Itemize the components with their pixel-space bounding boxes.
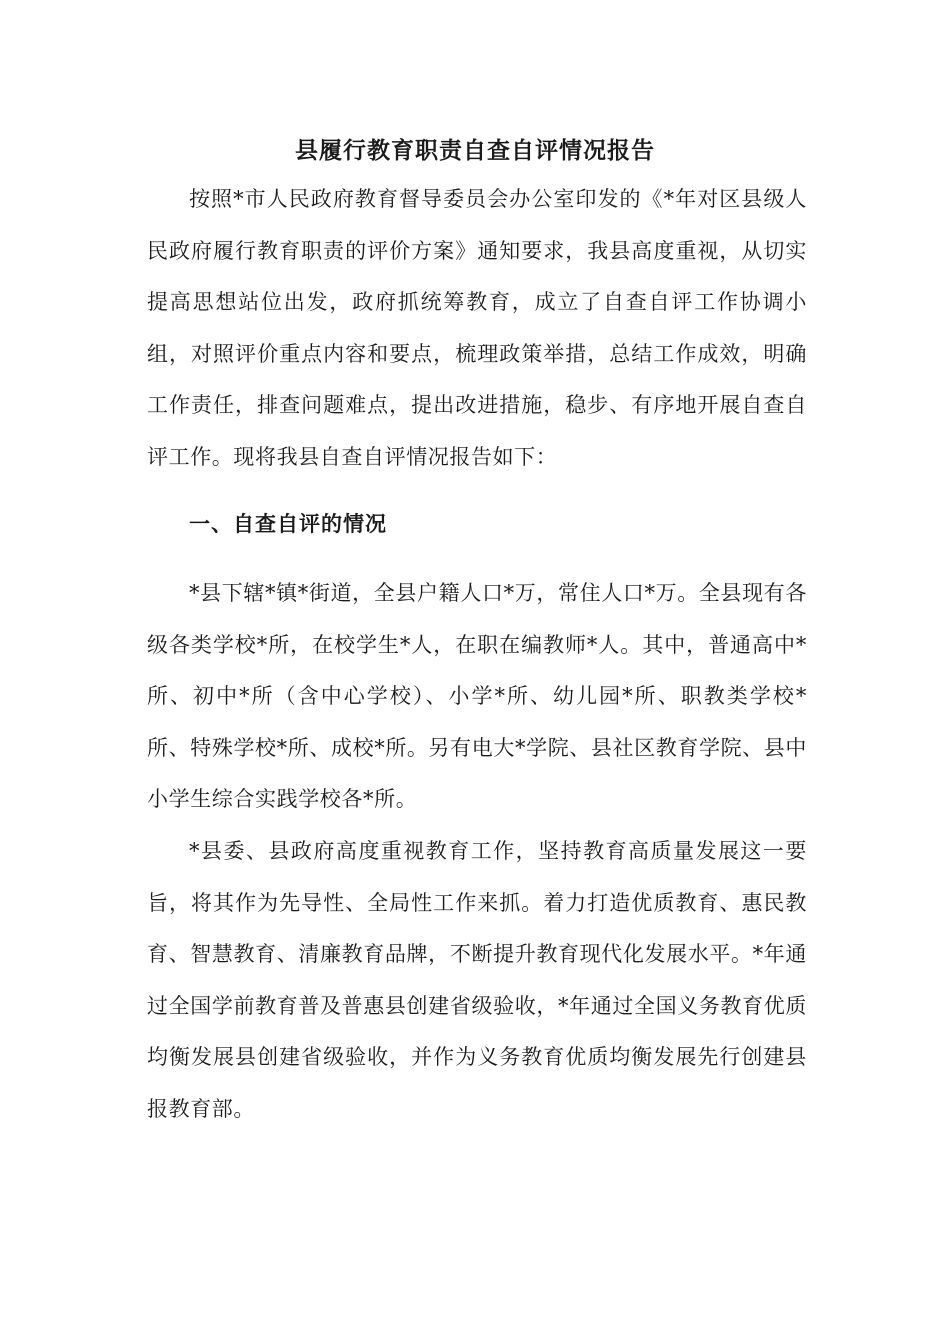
section-heading: 一、自查自评的情况 (189, 512, 387, 536)
section-paragraph-priorities: *县委、县政府高度重视教育工作，坚持教育高质量发展这一要旨，将其作为先导性、全局性工作来抓。着力打造优质教育、惠民教育、智慧教育、清廉教育品牌，不断提升教育现代化发展水平。*年通过全国学前教育普及普惠县创建省级验收，*年通过全国义务教育优质均衡发展县创建省级验收，并作为义务教育优质均衡发展先行创建县报教育部。 (147, 839, 807, 1121)
document-title: 县履行教育职责自查自评情况报告 (295, 138, 655, 164)
section-paragraph-overview: *县下辖*镇*街道，全县户籍人口*万，常住人口*万。全县现有各级各类学校*所，在校学生*人，在职在编教师*人。其中，普通高中*所、初中*所（含中心学校）、小学*所、幼儿园*所、职教类学校*所、特殊学校*所、成校*所。另有电大*学院、县社区教育学院、县中小学生综合实践学校各*所。 (147, 581, 807, 811)
intro-paragraph: 按照*市人民政府教育督导委员会办公室印发的《*年对区县级人民政府履行教育职责的评价方案》通知要求，我县高度重视，从切实提高思想站位出发，政府抓统筹教育，成立了自查自评工作协调小组，对照评价重点内容和要点，梳理政策举措，总结工作成效，明确工作责任，排查问题难点，提出改进措施，稳步、有序地开展自查自评工作。现将我县自查自评情况报告如下： (147, 187, 807, 469)
